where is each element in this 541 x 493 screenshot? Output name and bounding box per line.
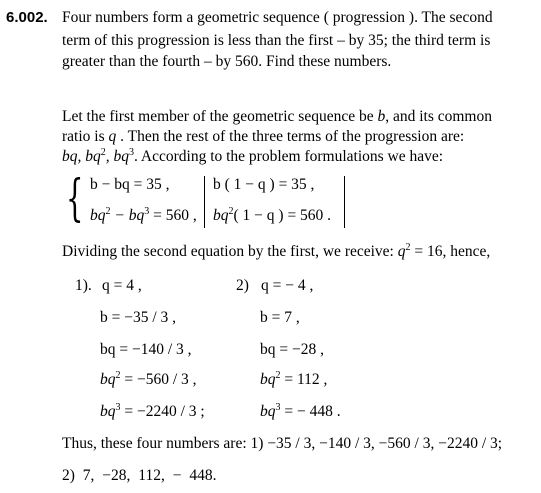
case2-bq: bq = −28 , xyxy=(260,341,324,358)
rhs: = −2240 / 3 ; xyxy=(120,403,205,420)
problem-number: 6.002. xyxy=(6,9,48,26)
text-2: = 16, hence, xyxy=(410,243,491,260)
rhs: = 112 , xyxy=(280,371,328,388)
exp: 3 xyxy=(275,402,281,413)
exp: 2 xyxy=(105,206,111,217)
var-q: q xyxy=(397,243,406,260)
lhs: bq xyxy=(260,403,276,420)
rhs: = 560 , xyxy=(149,207,197,224)
case2-q: q = − 4 , xyxy=(261,277,314,294)
term: − bq xyxy=(110,207,145,224)
exp: 2 xyxy=(275,370,281,381)
system-brace: { xyxy=(66,169,84,227)
intro-text-2: . Then the rest of the three terms of the progression are: xyxy=(120,128,465,145)
case1-bq2 xyxy=(100,370,197,390)
system-right-eq-2 xyxy=(213,206,331,226)
problem-line-3: greater than the fourth – by 560. Find these numbers. xyxy=(62,53,392,70)
intro-text: Let the first member of the geometric sequence be xyxy=(62,108,374,125)
case2-label: 2) xyxy=(236,277,249,294)
problem-line-1: Four numbers form a geometric sequence ( progression ). The second xyxy=(62,9,493,26)
text: Dividing the second equation by the first, we receive: xyxy=(62,243,394,260)
system-right-eq-1: b ( 1 − q ) = 35 , xyxy=(213,176,315,193)
solution-intro-line-1 xyxy=(62,107,492,127)
problem-line-2: term of this progression is less than the first – by 35; the third term is xyxy=(62,32,491,49)
case1-q: q = 4 , xyxy=(102,277,142,294)
exp: 3 xyxy=(129,147,134,158)
solution-intro-line-2 xyxy=(62,127,464,147)
case1-label: 1). xyxy=(75,277,92,294)
exp: 3 xyxy=(144,206,150,217)
exp: 2 xyxy=(115,370,121,381)
term: bq xyxy=(213,207,229,224)
answer-line-1: Thus, these four numbers are: 1) −35 / 3, −140 / 3, −560 / 3, −2240 / 3; xyxy=(62,435,503,452)
case2-bq3 xyxy=(260,402,341,422)
rhs: = − 448 . xyxy=(280,403,341,420)
intro-text: ratio is xyxy=(62,128,105,145)
exp: 2 xyxy=(405,242,411,253)
dividing-line xyxy=(62,242,490,262)
case1-bq: bq = −140 / 3 , xyxy=(100,341,192,358)
case2-bq2 xyxy=(260,370,327,390)
case1-b: b = −35 / 3 , xyxy=(100,309,177,326)
intro-text: . According to the problem formulations we have: xyxy=(134,148,444,165)
intro-text-2: , and its common xyxy=(385,108,492,125)
exp: 2 xyxy=(228,206,234,217)
lhs: bq xyxy=(100,403,116,420)
terms-2: , bq xyxy=(105,148,129,165)
terms: bq, bq xyxy=(62,148,101,165)
var-q: q xyxy=(108,128,117,145)
rhs: ( 1 − q ) = 560 . xyxy=(233,207,332,224)
var-b: b xyxy=(377,108,386,125)
term: bq xyxy=(90,207,106,224)
case1-bq3 xyxy=(100,402,205,422)
rhs: = −560 / 3 , xyxy=(120,371,197,388)
system-left-eq-2 xyxy=(90,206,197,226)
case2-b: b = 7 , xyxy=(260,309,300,326)
answer-line-2: 2) 7, −28, 112, − 448. xyxy=(62,467,217,484)
system-right-bar xyxy=(344,176,345,228)
solution-intro-line-3 xyxy=(62,147,443,167)
system-divider xyxy=(204,176,205,228)
exp: 3 xyxy=(115,402,121,413)
system-left-eq-1: b − bq = 35 , xyxy=(90,176,170,193)
lhs: bq xyxy=(100,371,116,388)
lhs: bq xyxy=(260,371,276,388)
exp: 2 xyxy=(100,147,106,158)
